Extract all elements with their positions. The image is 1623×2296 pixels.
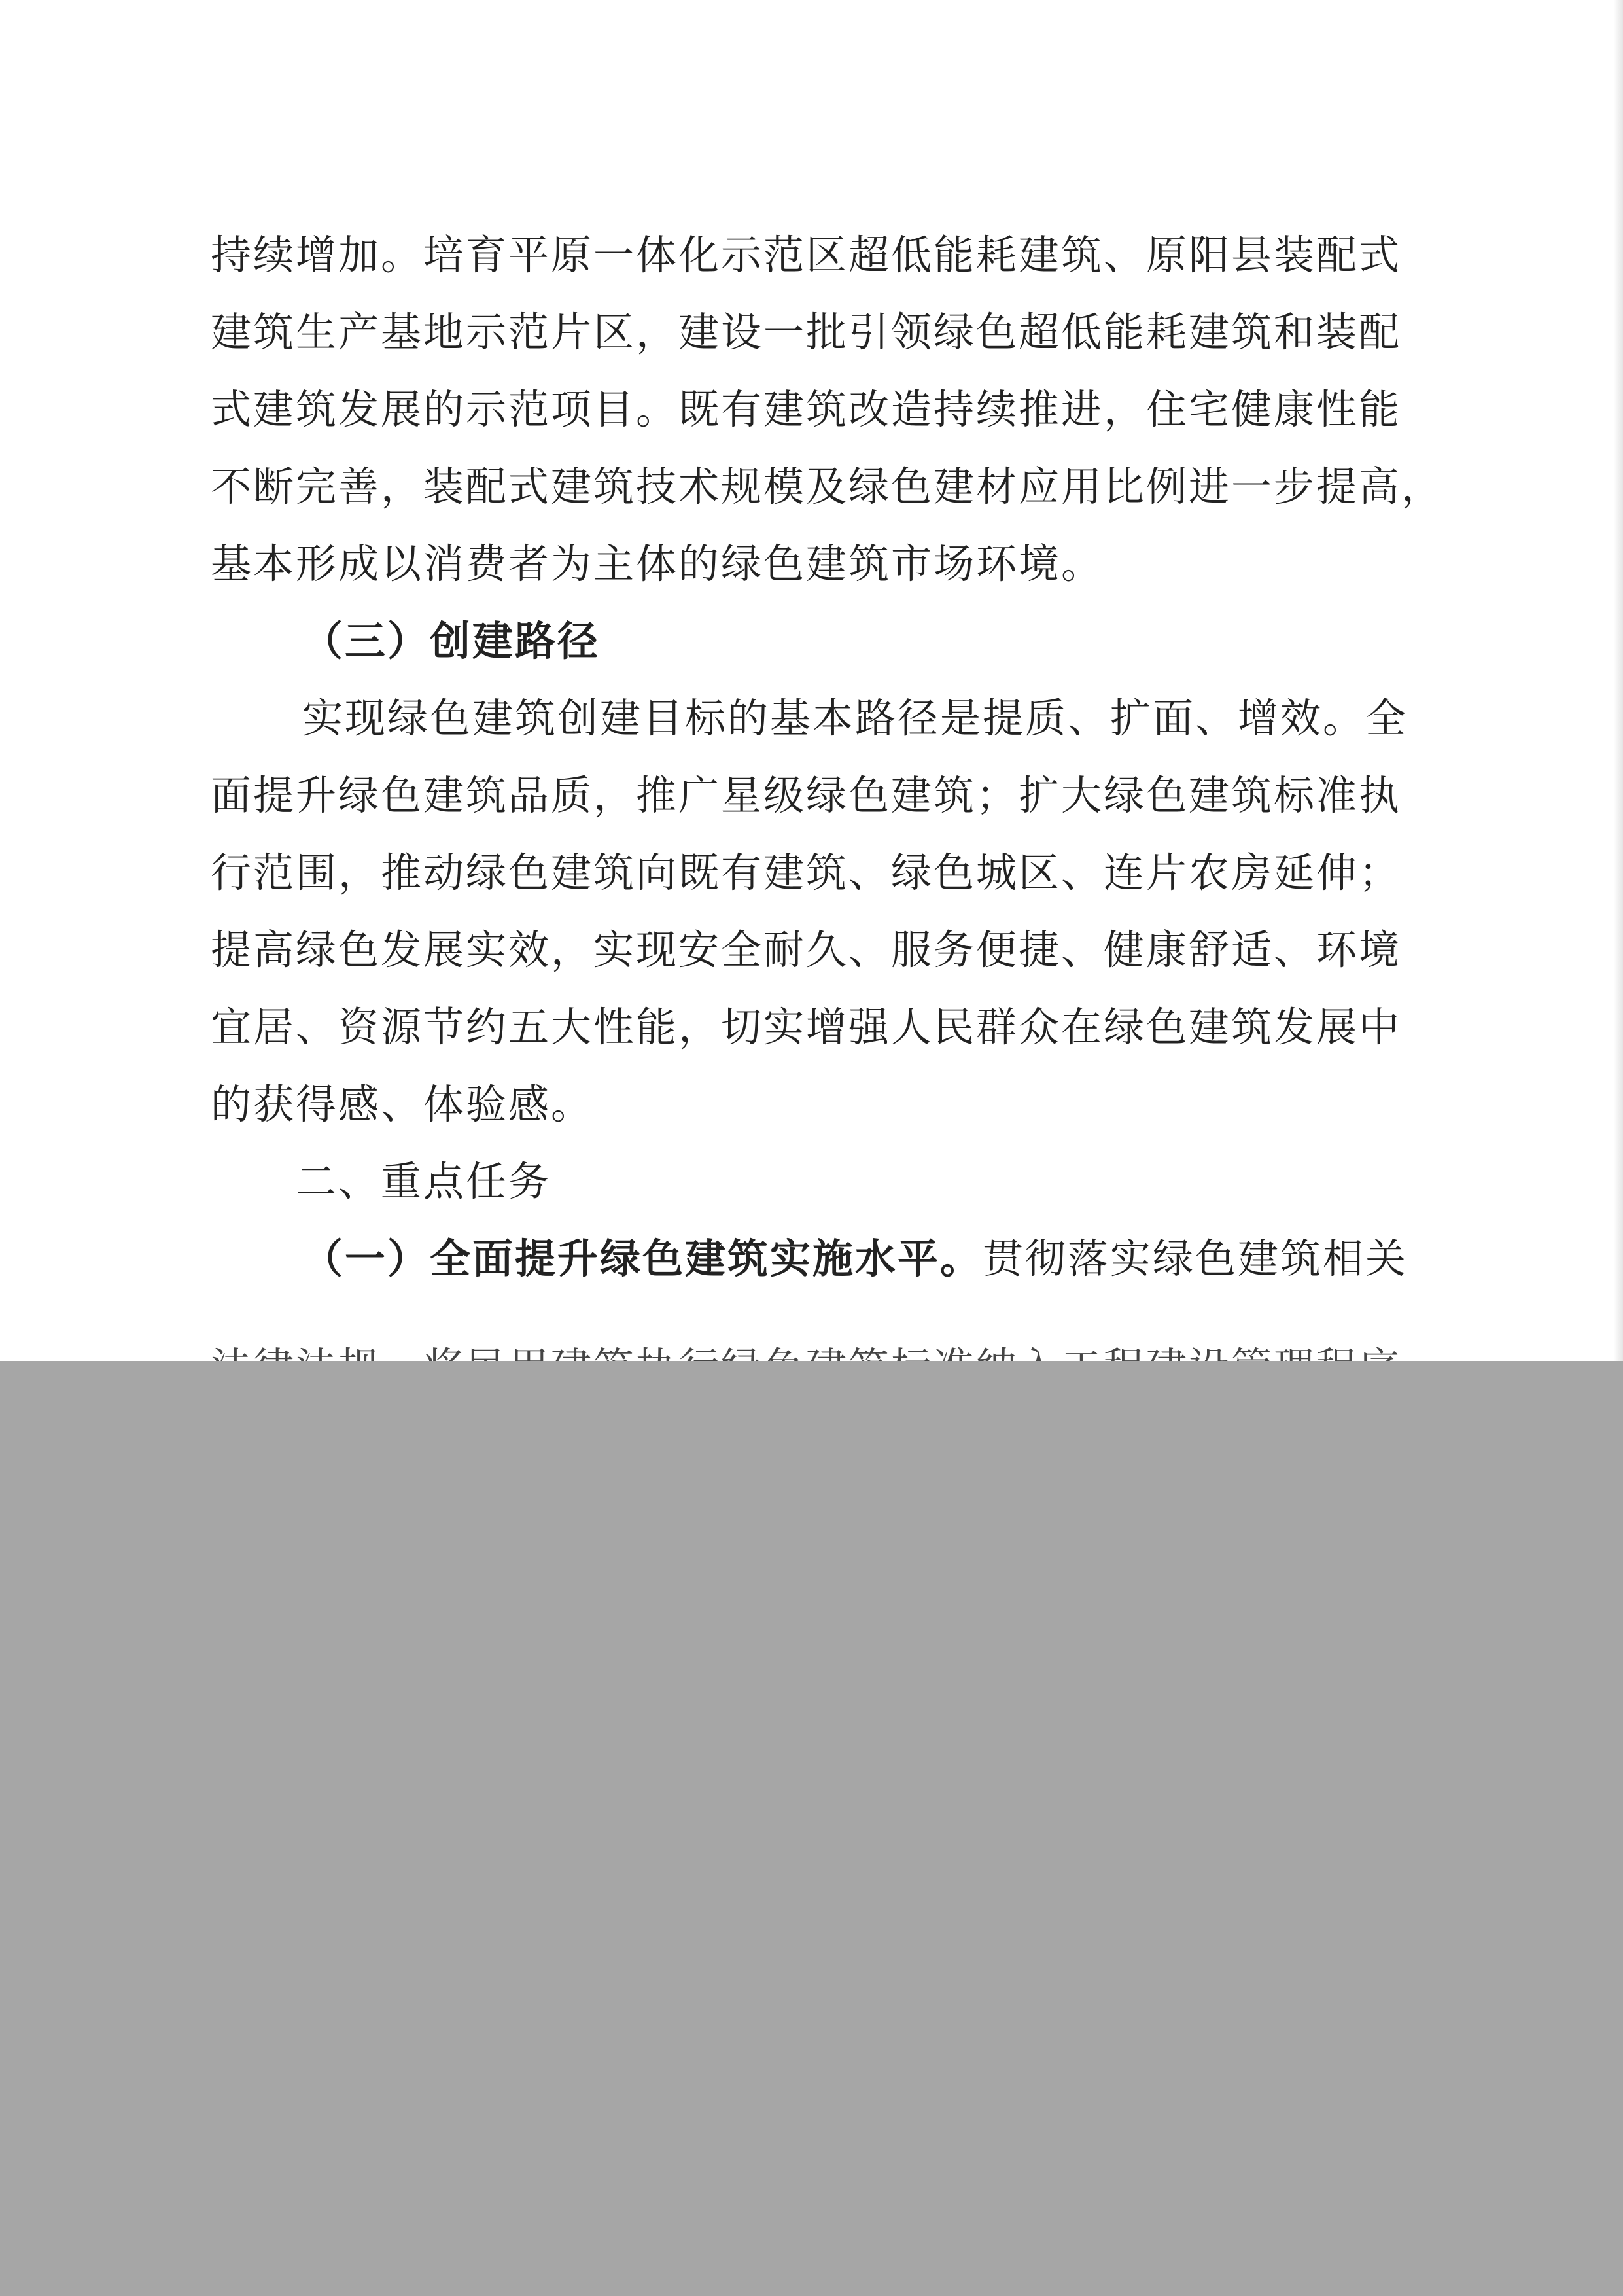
paragraph-line: 实现绿色建筑创建目标的基本路径是提质、扩面、增效。全 bbox=[302, 694, 1408, 742]
gray-redaction-block bbox=[0, 1361, 1623, 2296]
paragraph-line: 行范围，推动绿色建筑向既有建筑、绿色城区、连片农房延伸； bbox=[211, 849, 1402, 896]
task-paragraph bbox=[302, 1233, 1408, 1285]
paragraph-line: 式建筑发展的示范项目。既有建筑改造持续推进，住宅健康性能 bbox=[211, 385, 1402, 433]
paragraph-line: 提高绿色发展实效，实现安全耐久、服务便捷、健康舒适、环境 bbox=[211, 926, 1402, 974]
paragraph-line: 基本形成以消费者为主体的绿色建筑市场环境。 bbox=[211, 540, 1104, 588]
task-heading: （一）全面提升绿色建筑实施水平。 bbox=[302, 1235, 983, 1282]
task-text: 贯彻落实绿色建筑相关 bbox=[983, 1235, 1408, 1282]
paragraph-line: 建筑生产基地示范片区，建设一批引领绿色超低能耗建筑和装配 bbox=[211, 308, 1402, 356]
section-heading: （三）创建路径 bbox=[302, 617, 601, 665]
paragraph-line: 面提升绿色建筑品质，推广星级绿色建筑；扩大绿色建筑标准执 bbox=[211, 771, 1402, 819]
paragraph-line: 宜居、资源节约五大性能，切实增强人民群众在绿色建筑发展中 bbox=[211, 1003, 1402, 1051]
paragraph-line: 不断完善，装配式建筑技术规模及绿色建材应用比例进一步提高， bbox=[211, 463, 1444, 510]
page-edge-shadow bbox=[1614, 0, 1623, 1361]
part-heading: 二、重点任务 bbox=[296, 1157, 551, 1205]
paragraph-line: 持续增加。培育平原一体化示范区超低能耗建筑、原阳县装配式 bbox=[211, 231, 1402, 279]
paragraph-line: 的获得感、体验感。 bbox=[211, 1080, 594, 1128]
